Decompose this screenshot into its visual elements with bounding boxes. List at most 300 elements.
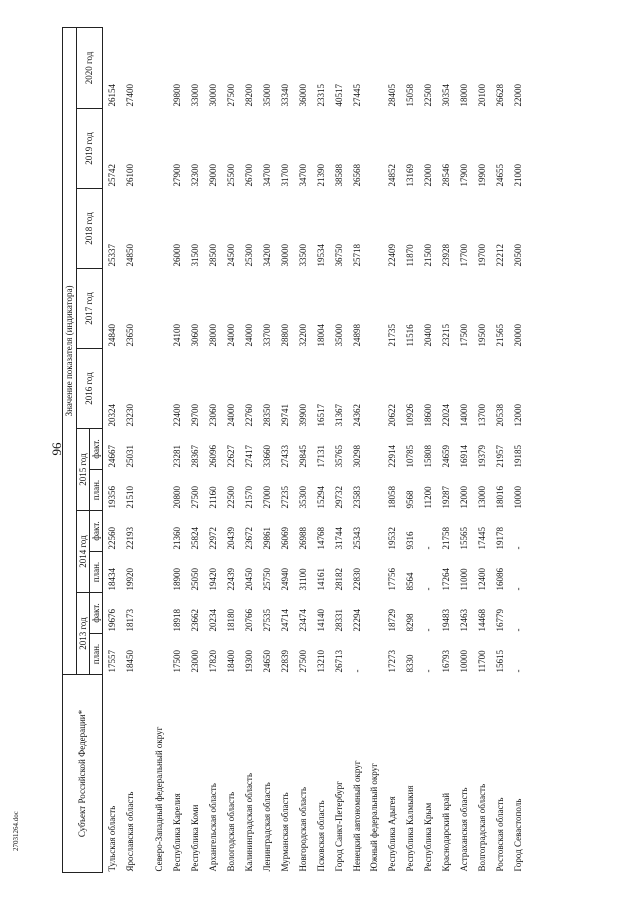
value-cell: 27500 <box>225 84 236 107</box>
value-cell: 26100 <box>124 164 135 187</box>
year-2016-header: 2016 год <box>77 349 103 429</box>
value-cell: 21565 <box>494 324 505 347</box>
value-cell: - <box>422 587 433 591</box>
value-cell: 19534 <box>315 244 326 267</box>
value-cell: 29700 <box>189 404 200 427</box>
value-cell: 27400 <box>124 84 135 107</box>
region-name: Новгородская область <box>297 786 308 872</box>
value-cell: - <box>512 546 523 550</box>
value-cell: 8298 <box>404 613 415 632</box>
plan-2014-header: план. <box>90 552 103 593</box>
value-cell: 24850 <box>124 244 135 267</box>
value-cell: 29800 <box>171 84 182 107</box>
value-cell: 13169 <box>404 164 415 187</box>
value-cell: 23583 <box>351 486 362 509</box>
value-cell: 28182 <box>333 568 344 591</box>
region-name: Республика Адыгея <box>386 796 397 872</box>
value-cell: 34200 <box>261 244 272 267</box>
value-cell: 23315 <box>315 84 326 107</box>
year-2018-header: 2018 год <box>77 189 103 269</box>
year-2014-header: 2014 год <box>77 511 90 593</box>
value-cell: - <box>512 587 523 591</box>
value-cell: - <box>422 628 433 632</box>
value-cell: 18434 <box>106 568 117 591</box>
value-cell: 20800 <box>171 486 182 509</box>
value-cell: 9316 <box>404 531 415 550</box>
value-cell: 24100 <box>171 324 182 347</box>
value-cell: 18729 <box>386 609 397 632</box>
value-cell: 23650 <box>124 324 135 347</box>
value-cell: 24940 <box>279 568 290 591</box>
table-row <box>312 27 330 872</box>
value-cell: 16517 <box>315 404 326 427</box>
value-cell: 20450 <box>243 568 254 591</box>
value-cell: 23060 <box>207 404 218 427</box>
table-row <box>455 27 473 872</box>
value-cell: 19483 <box>440 609 451 632</box>
region-name: Псковская область <box>315 800 326 872</box>
value-cell: 31367 <box>333 404 344 427</box>
value-cell: 10000 <box>512 486 523 509</box>
value-cell: - <box>422 669 433 673</box>
value-cell: 11200 <box>422 486 433 509</box>
value-cell: 22439 <box>225 568 236 591</box>
value-cell: 24667 <box>106 445 117 468</box>
value-cell: 31744 <box>333 527 344 550</box>
value-cell: 21957 <box>494 445 505 468</box>
region-name: Вологодская область <box>225 791 236 872</box>
value-cell: 21360 <box>171 527 182 550</box>
value-cell: 22000 <box>512 84 523 107</box>
value-cell: 16914 <box>458 445 469 468</box>
value-cell: 19676 <box>106 609 117 632</box>
value-cell: 27000 <box>261 486 272 509</box>
table-row <box>401 27 419 872</box>
value-cell: 27500 <box>297 650 308 673</box>
value-cell: 17500 <box>171 650 182 673</box>
value-cell: 17820 <box>207 650 218 673</box>
value-cell: 26628 <box>494 84 505 107</box>
table-row <box>491 27 509 872</box>
region-name: Республика Калмыкия <box>404 785 415 872</box>
value-cell: 22500 <box>422 84 433 107</box>
fact-2014-header: факт. <box>90 511 103 552</box>
table-row <box>222 27 240 872</box>
value-cell: 23928 <box>440 244 451 267</box>
value-cell: 31500 <box>189 244 200 267</box>
value-cell: 17900 <box>458 164 469 187</box>
value-cell: 26096 <box>207 445 218 468</box>
value-cell: 28350 <box>261 404 272 427</box>
value-cell: 10785 <box>404 445 415 468</box>
value-cell: 13700 <box>476 404 487 427</box>
value-cell: 26000 <box>171 244 182 267</box>
value-cell: 33660 <box>261 445 272 468</box>
value-cell: 32300 <box>189 164 200 187</box>
value-cell: 19920 <box>124 568 135 591</box>
value-cell: 22500 <box>225 486 236 509</box>
value-cell: 32200 <box>297 324 308 347</box>
value-cell: 20538 <box>494 404 505 427</box>
value-cell: 22560 <box>106 527 117 550</box>
value-cell: 33700 <box>261 324 272 347</box>
value-cell: 22972 <box>207 527 218 550</box>
value-cell: 16779 <box>494 609 505 632</box>
value-cell: 34700 <box>297 164 308 187</box>
value-cell: 25718 <box>351 244 362 267</box>
value-cell: 22193 <box>124 527 135 550</box>
table-row <box>473 27 491 872</box>
value-cell: 27535 <box>261 609 272 632</box>
value-cell: 29861 <box>261 527 272 550</box>
value-cell: 17264 <box>440 568 451 591</box>
value-cell: 36750 <box>333 244 344 267</box>
value-cell: 25031 <box>124 445 135 468</box>
table-row <box>383 27 401 872</box>
region-name: Архангельская область <box>207 783 218 872</box>
value-cell: 22760 <box>243 404 254 427</box>
value-cell: 18173 <box>124 609 135 632</box>
value-cell: 26069 <box>279 527 290 550</box>
region-name: Астраханская область <box>458 787 469 872</box>
value-cell: 35765 <box>333 445 344 468</box>
region-name: Город Севастополь <box>512 798 523 872</box>
indicator-table <box>62 27 527 873</box>
table-body <box>103 27 528 872</box>
value-cell: 16086 <box>494 568 505 591</box>
section-row <box>366 27 383 872</box>
year-2015-header: 2015 год <box>77 429 90 511</box>
value-cell: 19900 <box>476 164 487 187</box>
value-cell: 23230 <box>124 404 135 427</box>
value-cell: 28546 <box>440 164 451 187</box>
value-cell: 24898 <box>351 324 362 347</box>
region-name: Тульская область <box>106 805 117 872</box>
value-cell: 22294 <box>351 609 362 632</box>
value-cell: 28331 <box>333 609 344 632</box>
value-cell: 10926 <box>404 404 415 427</box>
indicator-group-header: Значение показателя (индикатора) <box>63 27 77 674</box>
region-name: Республика Карелия <box>171 793 182 872</box>
value-cell: 29000 <box>207 164 218 187</box>
value-cell: 27900 <box>171 164 182 187</box>
value-cell: 33500 <box>297 244 308 267</box>
value-cell: - <box>512 628 523 632</box>
value-cell: 28367 <box>189 445 200 468</box>
value-cell: 12000 <box>458 486 469 509</box>
value-cell: 26713 <box>333 650 344 673</box>
value-cell: 20766 <box>243 609 254 632</box>
value-cell: 28500 <box>207 244 218 267</box>
value-cell: 11000 <box>458 568 469 591</box>
value-cell: 19420 <box>207 568 218 591</box>
value-cell: 18400 <box>225 650 236 673</box>
value-cell: 24000 <box>243 324 254 347</box>
region-name: Ненецкий автономный округ <box>351 760 362 872</box>
value-cell: 20324 <box>106 404 117 427</box>
year-2017-header: 2017 год <box>77 269 103 349</box>
value-cell: 31700 <box>279 164 290 187</box>
value-cell: 26154 <box>106 84 117 107</box>
region-name: Республика Крым <box>422 802 433 872</box>
value-cell: 23215 <box>440 324 451 347</box>
value-cell: 19532 <box>386 527 397 550</box>
fact-2013-header: факт. <box>90 593 103 634</box>
value-cell: 23474 <box>297 609 308 632</box>
value-cell: 12400 <box>476 568 487 591</box>
table-row <box>168 27 186 872</box>
value-cell: 22839 <box>279 650 290 673</box>
value-cell: 34700 <box>261 164 272 187</box>
table-row <box>121 27 139 872</box>
value-cell: 14140 <box>315 609 326 632</box>
value-cell: 19300 <box>243 650 254 673</box>
value-cell: 29845 <box>297 445 308 468</box>
value-cell: 16793 <box>440 650 451 673</box>
value-cell: 18016 <box>494 486 505 509</box>
value-cell: 11700 <box>476 650 487 673</box>
value-cell: 15294 <box>315 486 326 509</box>
year-2013-header: 2013 год <box>77 593 90 675</box>
value-cell: 23672 <box>243 527 254 550</box>
plan-2013-header: план. <box>90 634 103 675</box>
value-cell: 18004 <box>315 324 326 347</box>
year-2019-header: 2019 год <box>77 109 103 189</box>
value-cell: 21390 <box>315 164 326 187</box>
region-name: Волгоградская область <box>476 783 487 872</box>
value-cell: 23281 <box>171 445 182 468</box>
value-cell: 40517 <box>333 84 344 107</box>
value-cell: 30000 <box>279 244 290 267</box>
value-cell: 25824 <box>189 527 200 550</box>
value-cell: 14000 <box>458 404 469 427</box>
value-cell: 24852 <box>386 164 397 187</box>
value-cell: 38588 <box>333 164 344 187</box>
table-row <box>348 27 366 872</box>
table-header <box>63 27 103 872</box>
value-cell: 27433 <box>279 445 290 468</box>
table-row <box>186 27 204 872</box>
value-cell: 36000 <box>297 84 308 107</box>
fact-2015-header: факт. <box>90 429 103 470</box>
value-cell: 17700 <box>458 244 469 267</box>
value-cell: 22830 <box>351 568 362 591</box>
value-cell: 13000 <box>476 486 487 509</box>
region-name: Ярославская область <box>124 791 135 872</box>
value-cell: 17445 <box>476 527 487 550</box>
value-cell: 39900 <box>297 404 308 427</box>
value-cell: 25300 <box>243 244 254 267</box>
value-cell: 18000 <box>458 84 469 107</box>
table-row <box>103 27 122 872</box>
value-cell: 18918 <box>171 609 182 632</box>
value-cell: 18600 <box>422 404 433 427</box>
value-cell: 9568 <box>404 490 415 509</box>
value-cell: 30600 <box>189 324 200 347</box>
value-cell: 15808 <box>422 445 433 468</box>
value-cell: 24000 <box>225 324 236 347</box>
value-cell: 24714 <box>279 609 290 632</box>
value-cell: 21758 <box>440 527 451 550</box>
value-cell: 23662 <box>189 609 200 632</box>
value-cell: 25050 <box>189 568 200 591</box>
value-cell: 17131 <box>315 445 326 468</box>
value-cell: 26988 <box>297 527 308 550</box>
value-cell: - <box>422 546 433 550</box>
value-cell: 27417 <box>243 445 254 468</box>
value-cell: 28200 <box>243 84 254 107</box>
region-name: Ленинградская область <box>261 782 272 872</box>
value-cell: 20622 <box>386 404 397 427</box>
value-cell: 12000 <box>512 404 523 427</box>
value-cell: 18058 <box>386 486 397 509</box>
rotated-table-area <box>62 28 572 873</box>
value-cell: 20400 <box>422 324 433 347</box>
value-cell: 22627 <box>225 445 236 468</box>
value-cell: 22212 <box>494 244 505 267</box>
value-cell: 29741 <box>279 404 290 427</box>
value-cell: 19700 <box>476 244 487 267</box>
table-row <box>437 27 455 872</box>
value-cell: 22000 <box>422 164 433 187</box>
value-cell: 35000 <box>261 84 272 107</box>
value-cell: 22914 <box>386 445 397 468</box>
value-cell: 29732 <box>333 486 344 509</box>
value-cell: 20439 <box>225 527 236 550</box>
value-cell: 8330 <box>404 654 415 673</box>
value-cell: 27445 <box>351 84 362 107</box>
value-cell: 20234 <box>207 609 218 632</box>
value-cell: 13210 <box>315 650 326 673</box>
subject-header: Субъект Российской Федерации* <box>63 675 103 873</box>
value-cell: 24840 <box>106 324 117 347</box>
value-cell: 23000 <box>189 650 200 673</box>
region-name: Республика Коми <box>189 804 200 872</box>
value-cell: 25500 <box>225 164 236 187</box>
value-cell: 19356 <box>106 486 117 509</box>
value-cell: 19178 <box>494 527 505 550</box>
page-number: 96 <box>49 442 64 456</box>
section-spacer <box>139 27 151 872</box>
value-cell: - <box>351 669 362 673</box>
value-cell: 30000 <box>207 84 218 107</box>
value-cell: 19185 <box>512 445 523 468</box>
value-cell: 33000 <box>189 84 200 107</box>
value-cell: 15565 <box>458 527 469 550</box>
value-cell: 25742 <box>106 164 117 187</box>
value-cell: 25343 <box>351 527 362 550</box>
year-2020-header: 2020 год <box>77 27 103 108</box>
value-cell: 26700 <box>243 164 254 187</box>
region-name: Калининградская область <box>243 773 254 872</box>
section-title: Северо-Западный федеральный округ <box>154 726 164 872</box>
table-row <box>240 27 258 872</box>
value-cell: 28800 <box>279 324 290 347</box>
value-cell: 30298 <box>351 445 362 468</box>
region-name: Мурманская область <box>279 792 290 872</box>
value-cell: 19287 <box>440 486 451 509</box>
value-cell: 26568 <box>351 164 362 187</box>
value-cell: 17500 <box>458 324 469 347</box>
value-cell: 20500 <box>512 244 523 267</box>
value-cell: 15615 <box>494 650 505 673</box>
value-cell: 18450 <box>124 650 135 673</box>
value-cell: 21570 <box>243 486 254 509</box>
region-name: Краснодарский край <box>440 792 451 872</box>
value-cell: 33340 <box>279 84 290 107</box>
value-cell: 12463 <box>458 609 469 632</box>
section-row <box>151 27 168 872</box>
value-cell: 18180 <box>225 609 236 632</box>
value-cell: 21735 <box>386 324 397 347</box>
table-row <box>294 27 312 872</box>
value-cell: 10000 <box>458 650 469 673</box>
value-cell: 19500 <box>476 324 487 347</box>
value-cell: 22024 <box>440 404 451 427</box>
value-cell: 35300 <box>297 486 308 509</box>
value-cell: 21500 <box>422 244 433 267</box>
value-cell: 27500 <box>189 486 200 509</box>
value-cell: 21510 <box>124 486 135 509</box>
value-cell: 31100 <box>297 568 308 591</box>
plan-2015-header: план. <box>90 470 103 511</box>
table-row <box>509 27 527 872</box>
value-cell: 22409 <box>386 244 397 267</box>
value-cell: 30354 <box>440 84 451 107</box>
value-cell: 19379 <box>476 445 487 468</box>
table-row <box>330 27 348 872</box>
value-cell: 14468 <box>476 609 487 632</box>
section-title: Южный федеральный округ <box>369 763 379 872</box>
value-cell: 35000 <box>333 324 344 347</box>
value-cell: 24659 <box>440 445 451 468</box>
value-cell: 24650 <box>261 650 272 673</box>
value-cell: 11870 <box>404 244 415 267</box>
spacer-cell <box>139 27 151 872</box>
value-cell: 27235 <box>279 486 290 509</box>
value-cell: 21000 <box>512 164 523 187</box>
value-cell: 15058 <box>404 84 415 107</box>
value-cell: 28405 <box>386 84 397 107</box>
table-row <box>419 27 437 872</box>
value-cell: 28000 <box>207 324 218 347</box>
value-cell: 20100 <box>476 84 487 107</box>
table-row <box>204 27 222 872</box>
value-cell: 24000 <box>225 404 236 427</box>
document-id: 27031264.doc <box>12 811 20 851</box>
table-row <box>258 27 276 872</box>
value-cell: 25750 <box>261 568 272 591</box>
value-cell: 14768 <box>315 527 326 550</box>
value-cell: 24362 <box>351 404 362 427</box>
value-cell: - <box>512 669 523 673</box>
value-cell: 8564 <box>404 572 415 591</box>
value-cell: 21160 <box>207 486 218 509</box>
value-cell: 14161 <box>315 568 326 591</box>
value-cell: 17557 <box>106 650 117 673</box>
value-cell: 11516 <box>404 324 415 347</box>
region-name: Ростовская область <box>494 797 505 872</box>
value-cell: 20000 <box>512 324 523 347</box>
value-cell: 17273 <box>386 650 397 673</box>
value-cell: 25337 <box>106 244 117 267</box>
value-cell: 18900 <box>171 568 182 591</box>
table-row <box>276 27 294 872</box>
value-cell: 22400 <box>171 404 182 427</box>
value-cell: 17756 <box>386 568 397 591</box>
value-cell: 24500 <box>225 244 236 267</box>
region-name: Город Санкт-Петербург <box>333 781 344 872</box>
